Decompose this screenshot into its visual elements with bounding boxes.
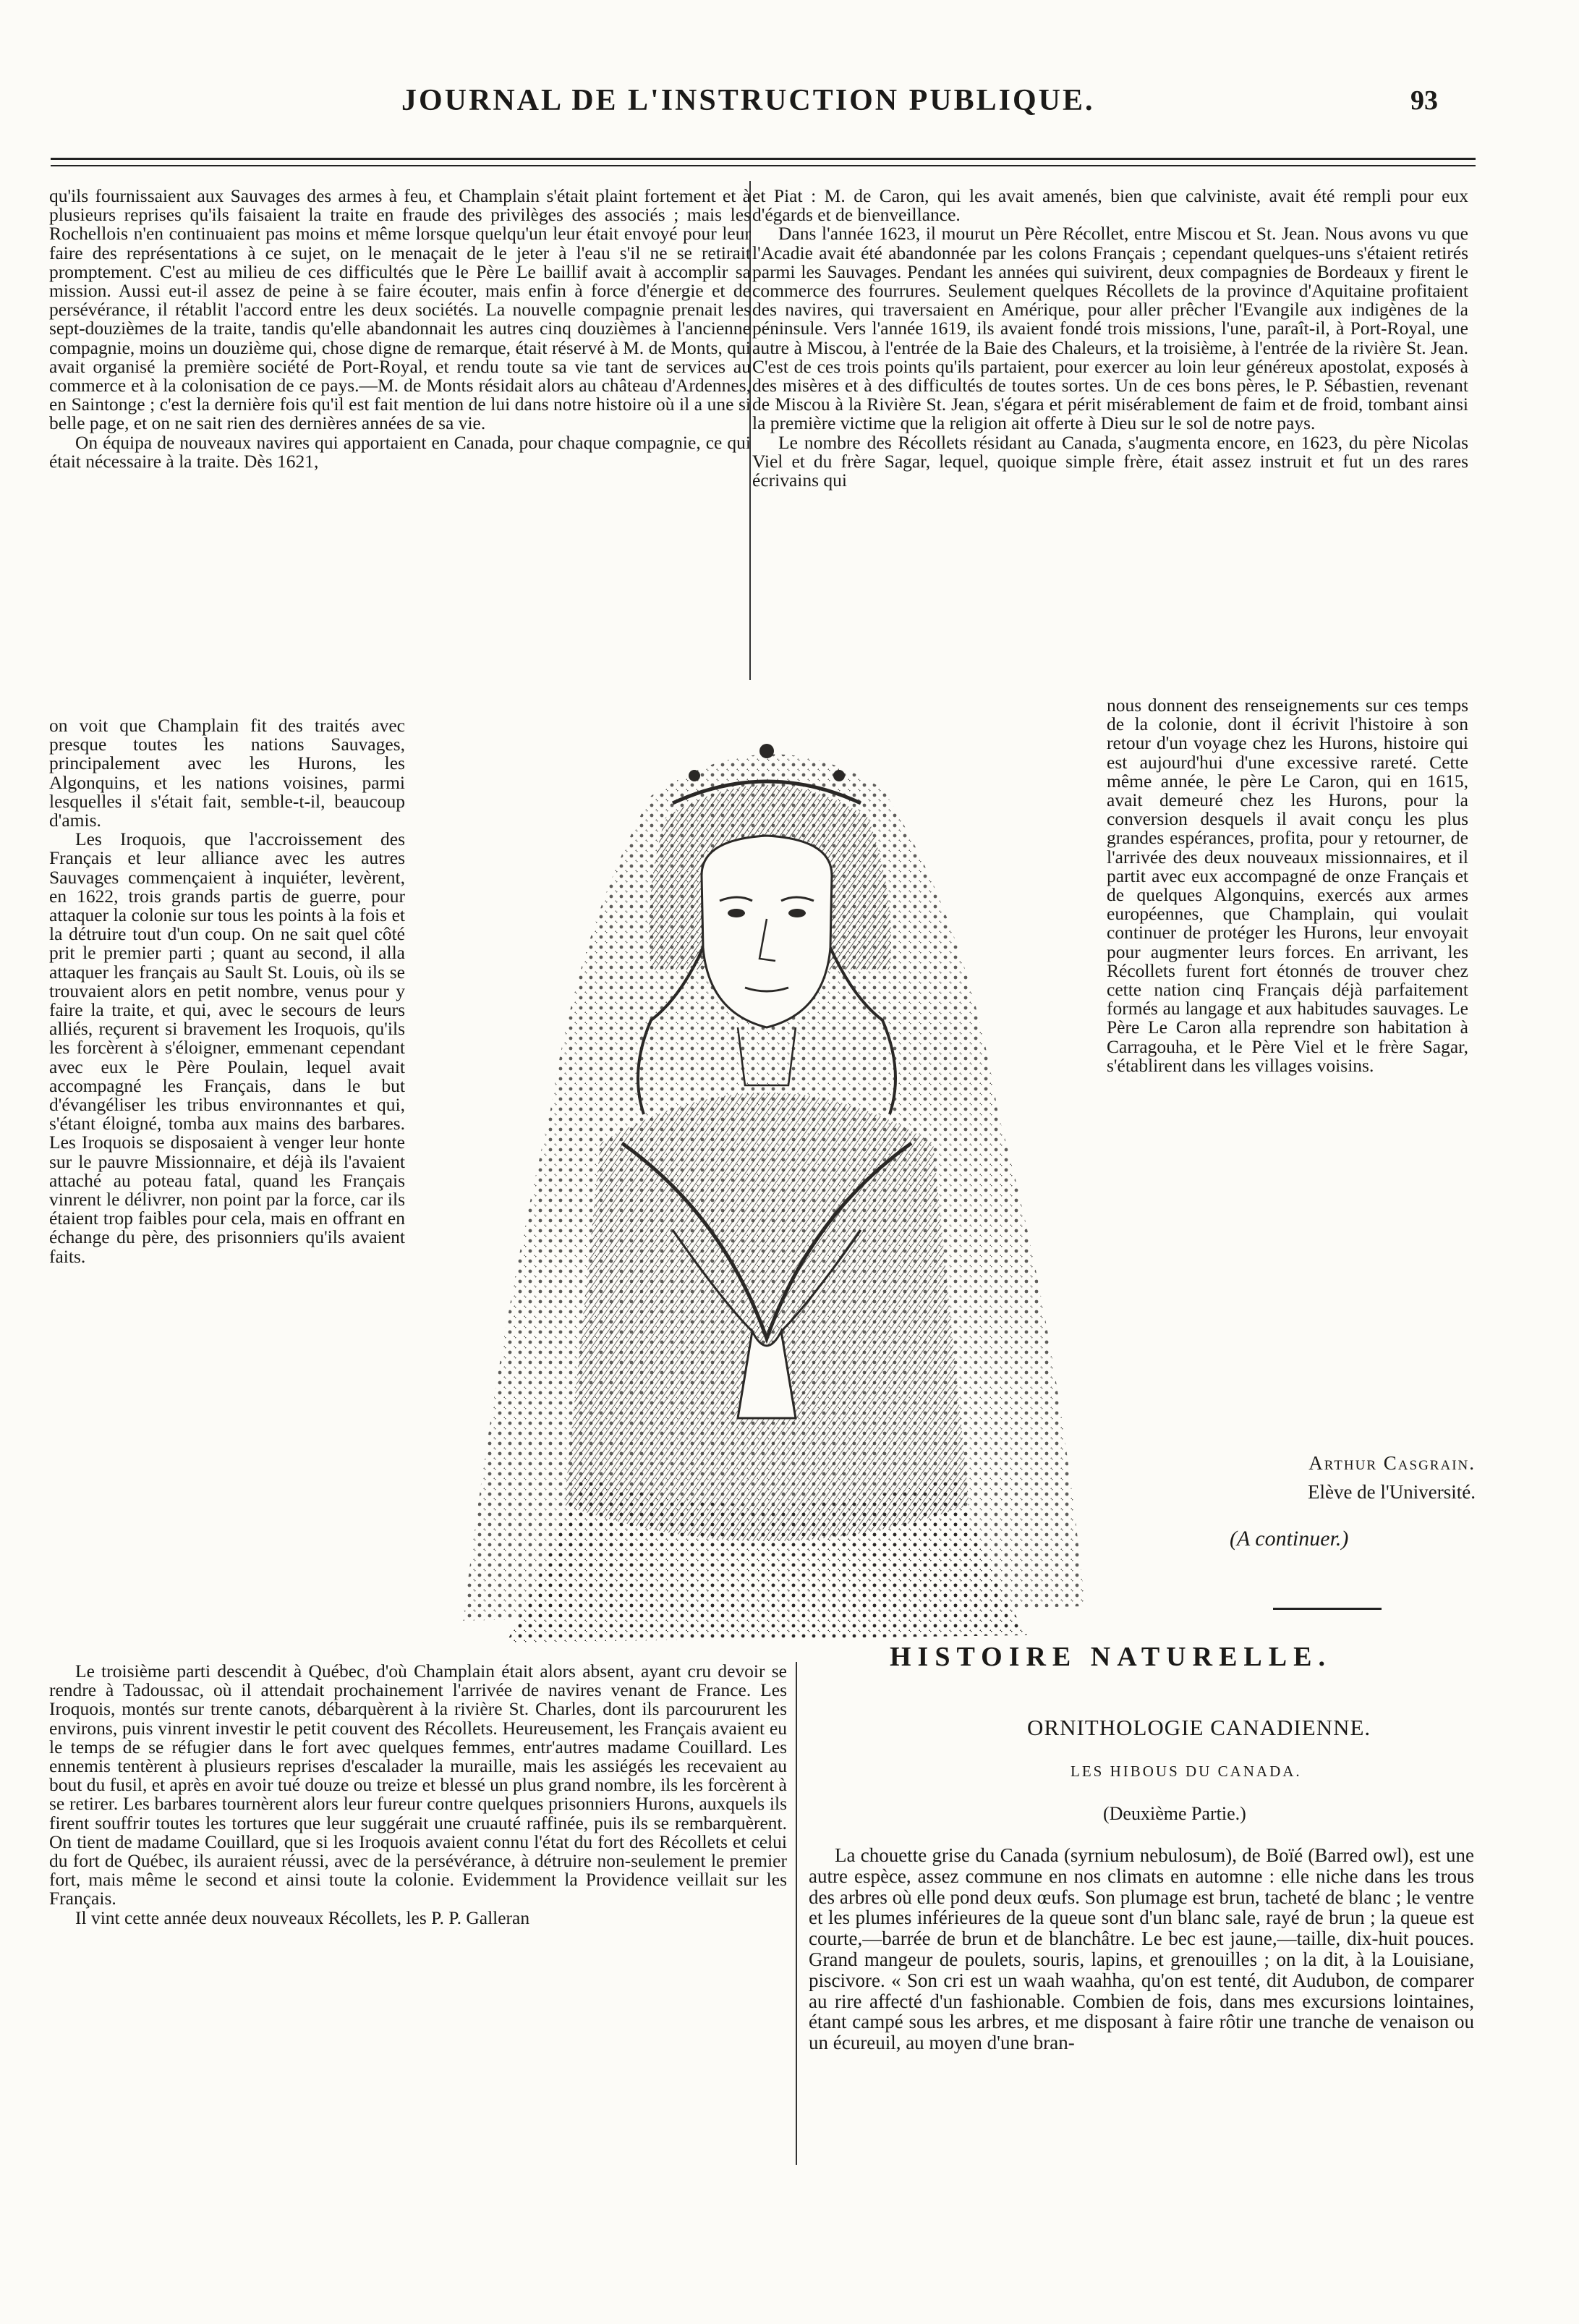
- paragraph: Il vint cette année deux nouveaux Récollets, les P. P. Galleran: [75, 1907, 530, 1928]
- section-subheading: ORNITHOLOGIE CANADIENNE.: [1027, 1715, 1371, 1740]
- paragraph: nous donnent des renseignements sur ces temps de la colonie, dont il écrivit l'histoire à son retour d'un voyage chez les Hurons, histoire qui est aujourd'hui d'une excessive rareté. Cette même année, le père Le Caron, qui en 1615, avait demeuré chez les Hurons, pour la conversion desquels il avait conçu les plus grandes espérances, profita, pour y retourner, de l'arrivée des deux nouveaux missionnaires, et il partit avec eux accompagné de onze Français et de quelques Algonquins, exercés aux armes européennes, que Champlain, qui voulait continuer de protéger les Hurons, leur envoyait pour augmenter leurs forces. En arrivant, les Récollets furent fort étonnés de trouver chez cette nation cinq Français déjà parfaitement formés au langage et aux habitudes sauvages. Le Père Le Caron alla reprendre son habitation à Carragouha, et le Père Viel et le frère Sagar, s'établirent dans les villages voisins.: [1107, 695, 1468, 1076]
- portrait-illustration: [434, 709, 1099, 1671]
- header-rule-thin: [51, 165, 1476, 166]
- journal-title: JOURNAL DE L'INSTRUCTION PUBLIQUE.: [401, 84, 1095, 117]
- running-head: [0, 83, 1579, 134]
- article-signature: [1172, 1449, 1476, 1506]
- author-role: Elève de l'Université.: [1307, 1481, 1476, 1503]
- right-column-narrow: [1107, 696, 1468, 1075]
- to-be-continued-note: (A continuer.): [1230, 1527, 1349, 1551]
- paragraph: Les Iroquois, que l'accroissement des Français et leur alliance avec les autres Sauvages commençaient à inquiéter, levèrent, en 1622, trois grands partis de guerre, pour attaquer la colonie sur tous les points à la fois et la détruire tout d'un coup. On ne sait quel côté prit le premier parti ; quant au second, il alla attaquer les français au Sault St. Louis, où ils se trouvaient alors en petit nombre, venus pour y faire la traite, et qui, avec le secours de leurs alliés, reçurent si bravement les Iroquois, qu'ils les forcèrent à s'éloigner, emmenant cependant avec eux le Père Poulain, lequel avait accompagné les Français, dans le but d'évangéliser les tribus environnantes et qui, s'étant éloigné, tomba aux mains des barbares. Les Iroquois se disposaient à venger leur honte sur le pauvre Missionnaire, et déjà ils l'avaient attaché au poteau fatal, quand les Français vinrent le délivrer, non point par la force, car ils étaient trop faibles pour cela, mais en offrant en échange du père, des prisonniers qu'ils avaient faits.: [49, 828, 405, 1267]
- paragraph: on voit que Champlain fit des traités avec presque toutes les nations Sauvages, principalement avec les Hurons, les Algonquins, et les nations voisines, parmi lesquelles il s'était fait, semble-t-il, beaucoup d'amis.: [49, 715, 405, 831]
- page-number: 93: [1410, 85, 1438, 116]
- portrait-engraving: [434, 709, 1099, 1671]
- left-column-top: [49, 187, 751, 471]
- header-rule: [51, 158, 1476, 160]
- section-separator: [1273, 1608, 1382, 1610]
- left-column-bottom: [49, 1662, 787, 1928]
- section-subsubheading: LES HIBOUS DU CANADA.: [1071, 1763, 1302, 1780]
- part-label: (Deuxième Partie.): [1103, 1803, 1246, 1824]
- paragraph: Le nombre des Récollets résidant au Canada, s'augmenta encore, en 1623, du père Nicolas Viel et du frère Sagar, lequel, quoique simple frère, était assez instruit et fut un des rares écrivains qui: [752, 431, 1468, 491]
- paragraph: La chouette grise du Canada (syrnium nebulosum), de Boïé (Barred owl), est une autre espèce, assez commune en nos climats en automne : elle niche dans les trous des arbres où elle pond deux œufs. Son plumage est brun, tacheté de blanc ; le ventre et les plumes inférieures de la queue sont d'un blanc sale, rayé de brun ; la queue est courte,—barrée de brun et de blanchâtre. Le bec est jaune,—taille, dix-huit pouces. Grand mangeur de poulets, souris, lapins, et grenouilles ; on la dit, à la Louisiane, piscivore. « Son cri est un waah waahha, qu'on est tenté, dit Audubon, de comparer au rire affecté d'un fashionable. Combien de fois, dans mes excursions lointaines, étant campé sous les arbres, et me disposant à faire rôtir une tranche de venaison ou un écureuil, au moyen d'une bran-: [809, 1844, 1474, 2054]
- author-name: Arthur Casgrain.: [1308, 1452, 1476, 1474]
- paragraph: Le troisième parti descendit à Québec, d'où Champlain était alors absent, ayant cru devoir se rendre à Tadoussac, où il attendait prochainement l'arrivée de navires venant de France. Les Iroquois, montés sur trente canots, débarquèrent à la rivière St. Charles, dont ils parcoururent les environs, puis vinrent investir le petit couvent des Récollets. Heureusement, les Français avaient eu le temps de se réfugier dans le fort avec quelques femmes, entr'autres madame Couillard. Les ennemis tentèrent à plusieurs reprises d'escalader la muraille, mais les assiégés les recevaient au bout du fusil, et après en avoir tué douze ou treize et blessé un plus grand nombre, ils les forcèrent à se retirer. Les barbares tournèrent alors leur fureur contre quelques prisonniers Hurons, auxquels ils firent souffrir toutes les tortures que leur suggérait une cruauté raffinée, puis ils se rembarquèrent. On tient de madame Couillard, que si les Iroquois avaient connu l'état du fort des Récollets et celui du fort de Québec, ils auraient réussi, avec de la persévérance, à détruire non-seulement le premier fort, mais même le second et ainsi toute la colonie. Evidemment la Providence veillait sur les Français.: [49, 1661, 787, 1909]
- paragraph: On équipa de nouveaux navires qui apportaient en Canada, pour chaque compagnie, ce qui était nécessaire à la traite. Dès 1621,: [49, 431, 751, 472]
- section-heading: HISTOIRE NATURELLE.: [890, 1642, 1332, 1672]
- paragraph: Dans l'année 1623, il mourut un Père Récollet, entre Miscou et St. Jean. Nous avons vu que l'Acadie avait été abandonnée par les colons Français ; cependant quelques-uns s'étaient retirés parmi les Sauvages. Pendant les années qui suivirent, deux compagnies de Bordeaux y firent le commerce des fourrures. Seulement quelques Récollets de la province d'Aquitaine profitaient des navires, qui traversaient en Amérique, pour aller prêcher l'Evangile aux indigènes de la péninsule. Vers l'année 1619, ils avaient fondé trois missions, l'une, paraît-il, à Port-Royal, une autre à Miscou, à l'entrée de la Baie des Chaleurs, et la troisième, à l'entrée de la rivière St. Jean. C'est de ces trois points qu'ils partaient, pour exercer au loin leur généreux apostolat, exposés à des misères et à des difficultés de toutes sortes. Un de ces bons pères, le P. Sébastien, revenant de Miscou à la Rivière St. Jean, s'égara et périt misérablement de faim et de froid, tombant ainsi la première victime que la religion ait offerte à Dieu sur le sol de notre pays.: [752, 223, 1468, 434]
- paragraph: et Piat : M. de Caron, qui les avait amenés, bien que calviniste, avait été rempli pour eux d'égards et de bienveillance.: [752, 185, 1468, 226]
- paragraph: qu'ils fournissaient aux Sauvages des armes à feu, et Champlain s'était plaint fortement et à plusieurs reprises qu'ils faisaient la traite en fraude des privilèges des associés ; mais les Rochellois n'en continuaient pas moins et même lorsque quelqu'un leur était envoyé pour leur faire des représentations à ce sujet, on le menaçait de le jeter à l'eau s'il ne se retirait promptement. C'est au milieu de ces difficultés que le Père Le baillif avait à accomplir sa mission. Aussi eut-il assez de peine à se faire écouter, mais enfin à force d'énergie et de persévérance, il rétablit l'accord entre les deux sociétés. La nouvelle compagnie prenait les sept-douzièmes de la traite, tandis qu'elle abandonnait les autres cinq douzièmes à l'ancienne compagnie, moins un douzième qui, chose digne de remarque, était réservé à M. de Monts, qui avait organisé la première société de Port-Royal, et rendu toute sa vie tant de services au commerce et à la colonisation de ce pays.—M. de Monts résidait alors au château d'Ardennes, en Saintonge ; c'est la dernière fois qu'il est fait mention de lui dans notre histoire où il a une si belle page, et on ne sait rien des dernières années de sa vie.: [49, 185, 751, 434]
- natural-history-body: [809, 1845, 1474, 2053]
- column-divider-lower: [796, 1662, 797, 2165]
- left-column-narrow: [49, 716, 405, 1266]
- right-column-top: [752, 187, 1468, 490]
